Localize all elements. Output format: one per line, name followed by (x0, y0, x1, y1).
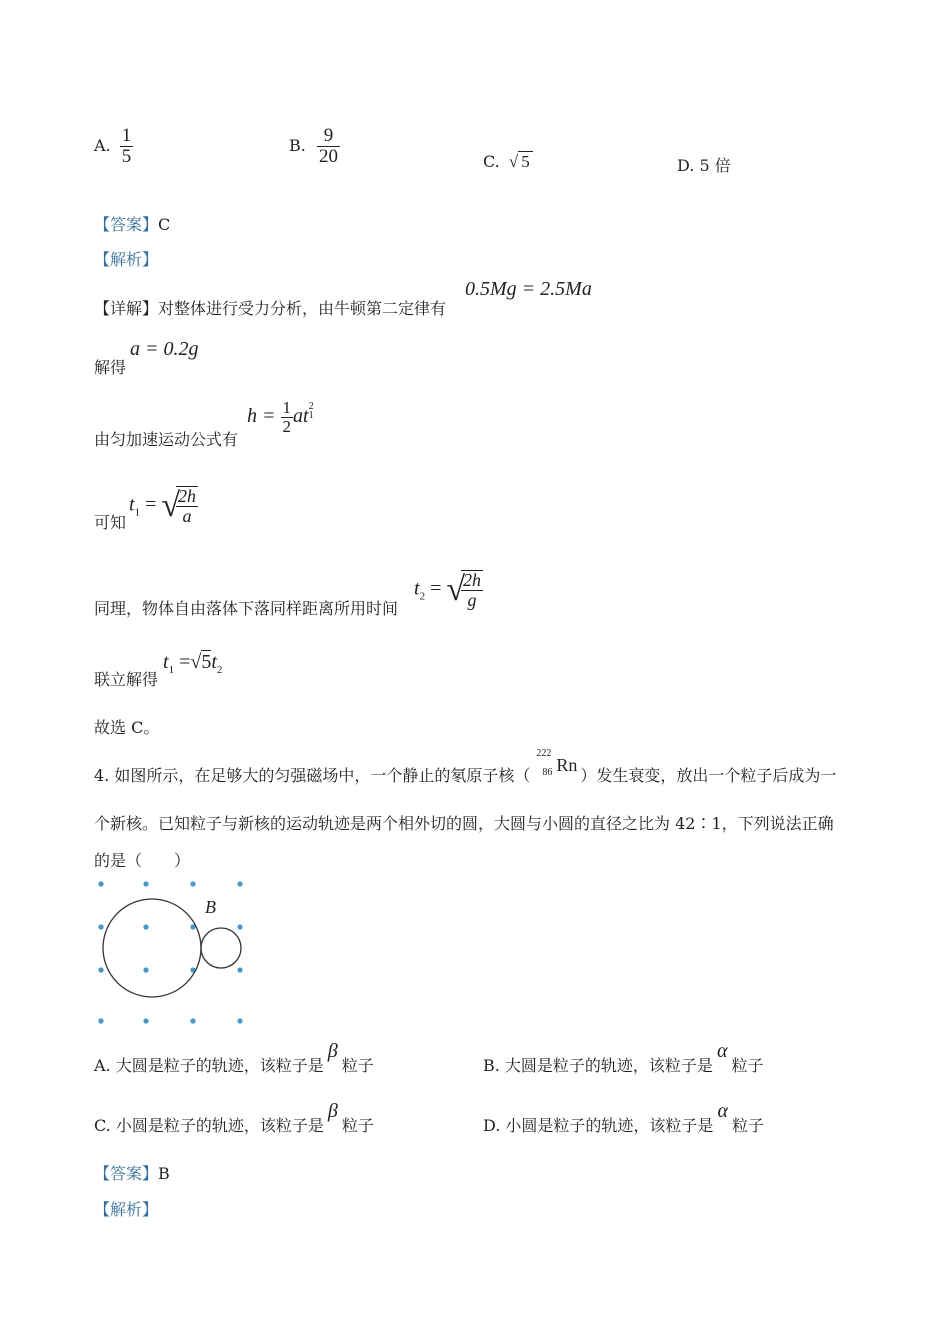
large-circle-trajectory (103, 899, 201, 997)
q4-option-b-suffix: 粒子 (731, 1056, 764, 1075)
small-circle-trajectory (201, 928, 241, 968)
q4-stem-part1: 4. 如图所示，在足够大的匀强磁场中，一个静止的氡原子核（ (94, 766, 531, 785)
field-label-b: B (205, 897, 216, 917)
option-c-sqrt: √ 5 (509, 151, 533, 172)
nuclide-atomic-number: 86 (542, 767, 553, 778)
equation-t2: $t_2$ = √ $\frac{2h}{g}$ (414, 570, 482, 610)
option-c-radicand: 5 (518, 151, 533, 172)
q4-option-a (94, 1040, 374, 1077)
q4-answer-value: B (158, 1164, 170, 1183)
q4-option-a-greek: β (327, 1040, 338, 1062)
field-dot (98, 967, 103, 972)
q4-option-b-text: B. 大圆是粒子的轨迹，该粒子是 (483, 1056, 713, 1075)
field-dot (237, 881, 242, 886)
q4-option-c-text: C. 小圆是粒子的轨迹，该粒子是 (94, 1116, 324, 1135)
option-a-fraction (120, 126, 134, 167)
option-b (289, 126, 340, 167)
sqrt-sign: √ (161, 486, 181, 524)
equation-displacement-fraction (281, 399, 294, 436)
q4-option-d-greek: α (717, 1100, 728, 1122)
equation-displacement-lhs: h = (247, 404, 276, 427)
field-dot (190, 1018, 195, 1023)
equation-newton (465, 278, 592, 301)
sqrt-sign-2: √ (446, 570, 466, 608)
t2-fraction: $\frac{2h}{g}$ (463, 570, 482, 610)
equation-t1-t2: $t_1 =√5t_2$ (163, 651, 223, 676)
option-a-numerator: 1 (121, 125, 132, 146)
equation-newton-text: 0.5Mg = 2.5Ma (465, 278, 592, 300)
nuclide-symbol: Rn (556, 755, 578, 775)
option-c (483, 151, 533, 172)
q4-option-d-suffix: 粒子 (731, 1116, 764, 1135)
q4-stem-line1 (94, 748, 837, 786)
field-dot (143, 967, 148, 972)
q3-combine-text: 联立解得 (94, 670, 159, 689)
equation-displacement-denominator: 2 (282, 416, 291, 436)
answer-tag: 【答案】 (94, 215, 159, 234)
option-b-denominator: 20 (318, 145, 338, 167)
equation-displacement (247, 399, 314, 436)
equation-t1: $t_1$ = √ $\frac{2h}{a}$ (129, 486, 197, 526)
field-dot (237, 967, 242, 972)
option-b-label: B. (289, 135, 306, 155)
equation-displacement-numerator: 1 (282, 398, 291, 417)
field-dot (190, 881, 195, 886)
q4-option-b-greek: α (716, 1040, 728, 1062)
option-a (94, 126, 133, 167)
q3-analysis-tag: 【解析】 (94, 250, 159, 269)
q4-stem-line3: 的是（ ） (94, 851, 191, 870)
q4-option-d (483, 1100, 764, 1137)
magnetic-field-figure (90, 873, 260, 1033)
q4-option-a-suffix: 粒子 (341, 1056, 374, 1075)
option-b-numerator: 9 (317, 126, 340, 147)
nuclide-notation (530, 748, 580, 781)
t1-fraction: $\frac{2h}{a}$ (178, 486, 197, 526)
field-dot (98, 1018, 103, 1023)
q3-detail-text: 【详解】对整体进行受力分析，由牛顿第二定律有 (94, 299, 447, 318)
field-dot (143, 924, 148, 929)
q4-option-a-text: A. 大圆是粒子的轨迹，该粒子是 (94, 1056, 324, 1075)
q4-stem-line2: 个新核。已知粒子与新核的运动轨迹是两个相外切的圆，大圆与小圆的直径之比为 42∶1，下列说法正确 (94, 814, 834, 833)
equation-displacement-rhs: at (293, 404, 309, 427)
q4-option-b (483, 1040, 764, 1077)
option-d-label: D. (677, 156, 695, 175)
field-dot (143, 881, 148, 886)
field-dot (143, 1018, 148, 1023)
field-dot (237, 924, 242, 929)
field-dot (237, 1018, 242, 1023)
answer-value: C (158, 215, 171, 234)
option-c-label: C. (483, 152, 500, 171)
q3-similar-text: 同理，物体自由落体下落同样距离所用时间 (94, 599, 399, 618)
q4-analysis-tag: 【解析】 (94, 1200, 159, 1219)
q4-stem-part2: ）发生衰变，放出一个粒子后成为一 (580, 766, 837, 785)
q4-option-c-suffix: 粒子 (341, 1116, 374, 1135)
q3-solve-text: 解得 (94, 358, 127, 377)
field-dot (98, 881, 103, 886)
q4-option-c (94, 1100, 374, 1137)
q4-answer-line (94, 1161, 170, 1184)
option-b-fraction (317, 126, 340, 167)
q3-answer-line (94, 212, 170, 235)
t1-sub-sup: 2 1 (308, 400, 314, 421)
option-d (677, 153, 731, 176)
q4-option-c-greek: β (327, 1100, 338, 1122)
q3-conclude-text: 故选 C。 (94, 718, 160, 737)
field-dot (98, 924, 103, 929)
equation-acceleration: a = 0.2g (130, 338, 199, 360)
q3-knowing-text: 可知 (94, 513, 127, 532)
option-a-denominator: 5 (121, 145, 132, 167)
q3-formula-text: 由匀加速运动公式有 (94, 430, 239, 449)
q4-option-d-text: D. 小圆是粒子的轨迹，该粒子是 (483, 1116, 714, 1135)
option-a-label: A. (94, 135, 111, 155)
option-d-text: 5 倍 (699, 156, 731, 175)
q4-answer-tag: 【答案】 (94, 1164, 159, 1183)
nuclide-mass-number: 222 (536, 748, 552, 759)
